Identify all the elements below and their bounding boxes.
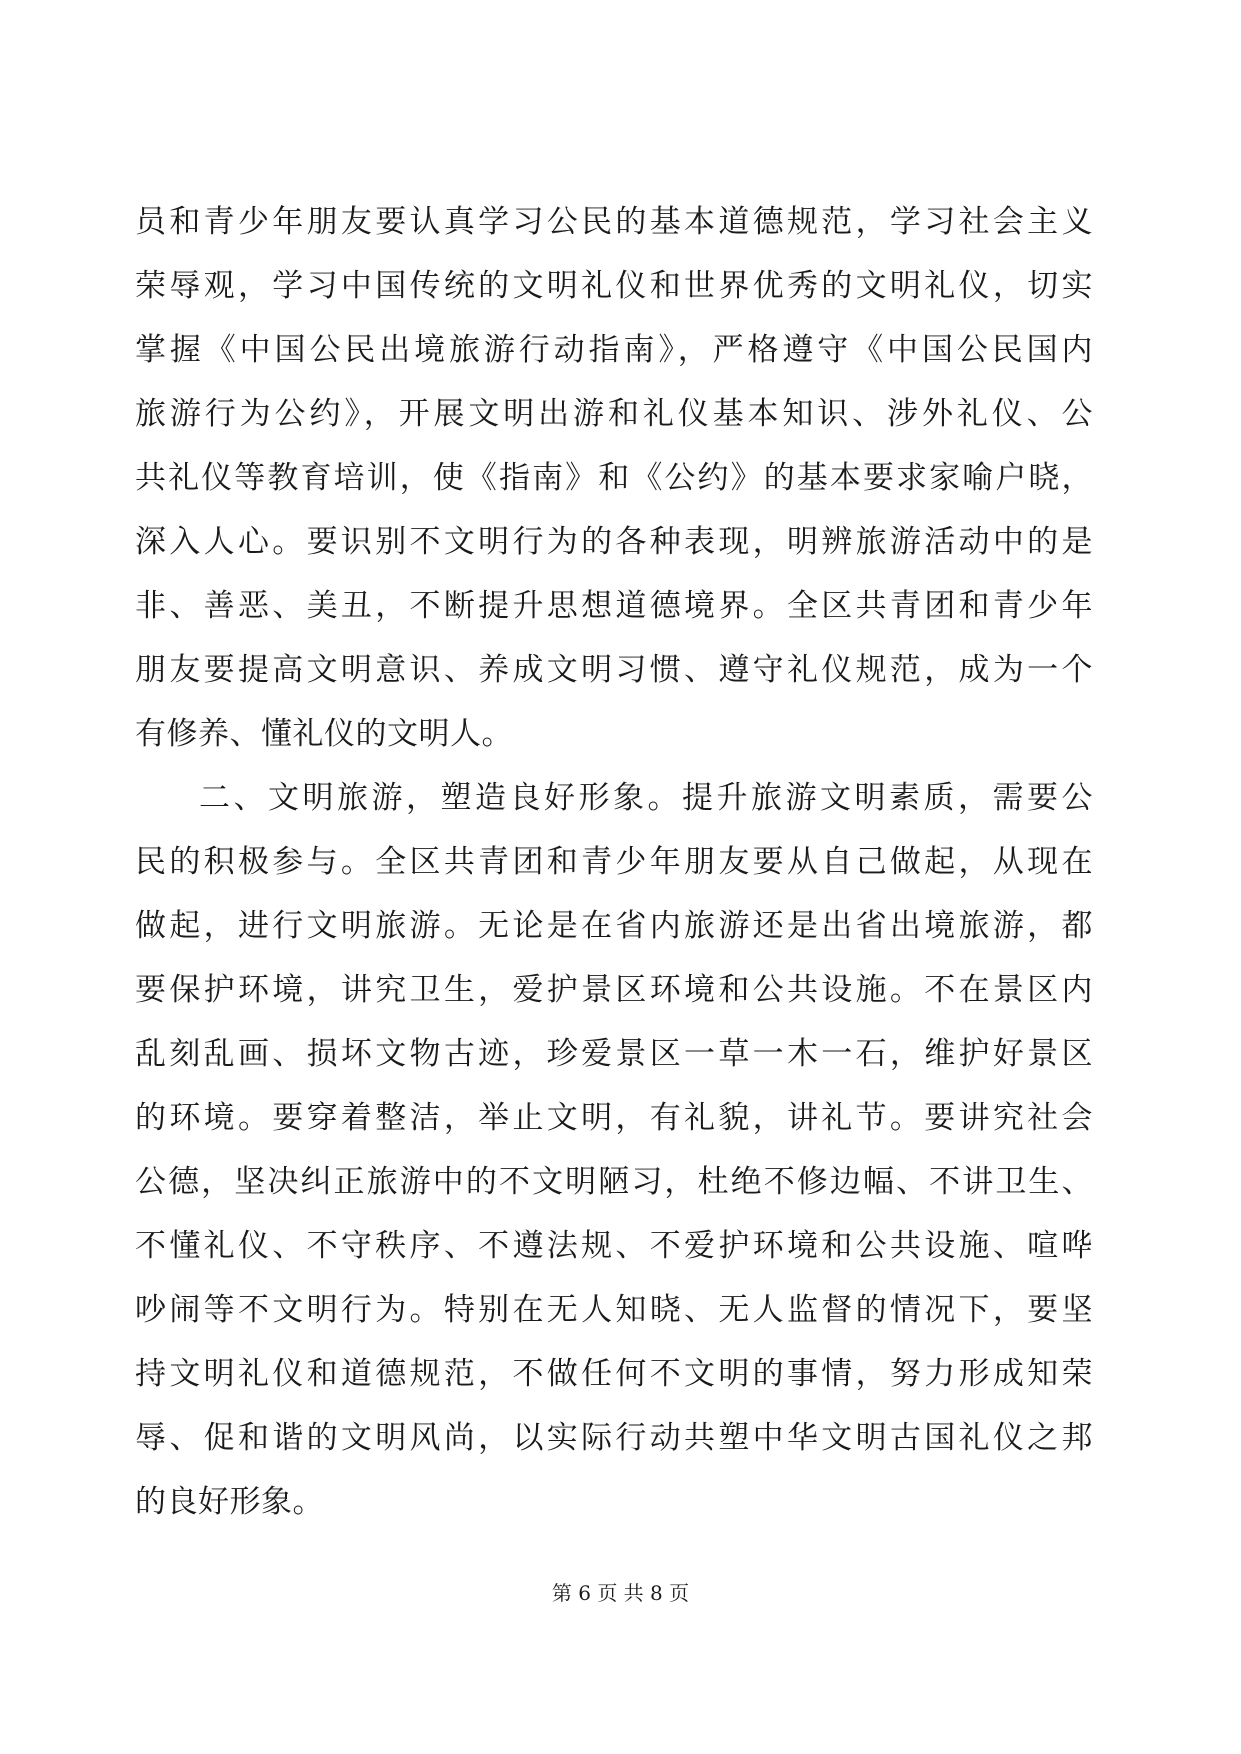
text-line: 民的积极参与。全区共青团和青少年朋友要从自己做起，从现在: [135, 844, 1093, 880]
text-line: 持文明礼仪和道德规范，不做任何不文明的事情，努力形成知荣: [135, 1356, 1093, 1392]
text-line: 共礼仪等教育培训，使《指南》和《公约》的基本要求家喻户晓，: [135, 460, 1093, 496]
text-line: 要保护环境，讲究卫生，爱护景区环境和公共设施。不在景区内: [135, 972, 1093, 1008]
text-line: 乱刻乱画、损坏文物古迹，珍爱景区一草一木一石，维护好景区: [135, 1036, 1093, 1072]
text-line: 深入人心。要识别不文明行为的各种表现，明辨旅游活动中的是: [135, 524, 1093, 560]
paragraph-2: [135, 766, 1093, 1534]
text-line: 辱、促和谐的文明风尚，以实际行动共塑中华文明古国礼仪之邦: [135, 1420, 1093, 1456]
page-number-footer: 第 6 页 共 8 页: [551, 1581, 690, 1605]
text-line: 的良好形象。: [135, 1484, 324, 1520]
text-line: 旅游行为公约》，开展文明出游和礼仪基本知识、涉外礼仪、公: [135, 396, 1093, 432]
text-line: 非、善恶、美丑，不断提升思想道德境界。全区共青团和青少年: [135, 588, 1093, 624]
document-body: [135, 190, 1093, 1534]
paragraph-1: [135, 190, 1093, 766]
text-line: 荣辱观，学习中国传统的文明礼仪和世界优秀的文明礼仪，切实: [135, 268, 1093, 304]
text-line: 掌握《中国公民出境旅游行动指南》，严格遵守《中国公民国内: [135, 332, 1093, 368]
text-line: 吵闹等不文明行为。特别在无人知晓、无人监督的情况下，要坚: [135, 1292, 1093, 1328]
text-line: 朋友要提高文明意识、养成文明习惯、遵守礼仪规范，成为一个: [135, 652, 1093, 688]
text-line: 有修养、懂礼仪的文明人。: [135, 716, 513, 752]
text-line: 不懂礼仪、不守秩序、不遵法规、不爱护环境和公共设施、喧哗: [135, 1228, 1093, 1264]
text-line: 公德，坚决纠正旅游中的不文明陋习，杜绝不修边幅、不讲卫生、: [135, 1164, 1093, 1200]
text-line: 做起，进行文明旅游。无论是在省内旅游还是出省出境旅游，都: [135, 908, 1093, 944]
text-line: 的环境。要穿着整洁，举止文明，有礼貌，讲礼节。要讲究社会: [135, 1100, 1093, 1136]
text-line: 二、文明旅游，塑造良好形象。提升旅游文明素质，需要公: [199, 780, 1093, 816]
text-line: 员和青少年朋友要认真学习公民的基本道德规范，学习社会主义: [135, 204, 1093, 240]
